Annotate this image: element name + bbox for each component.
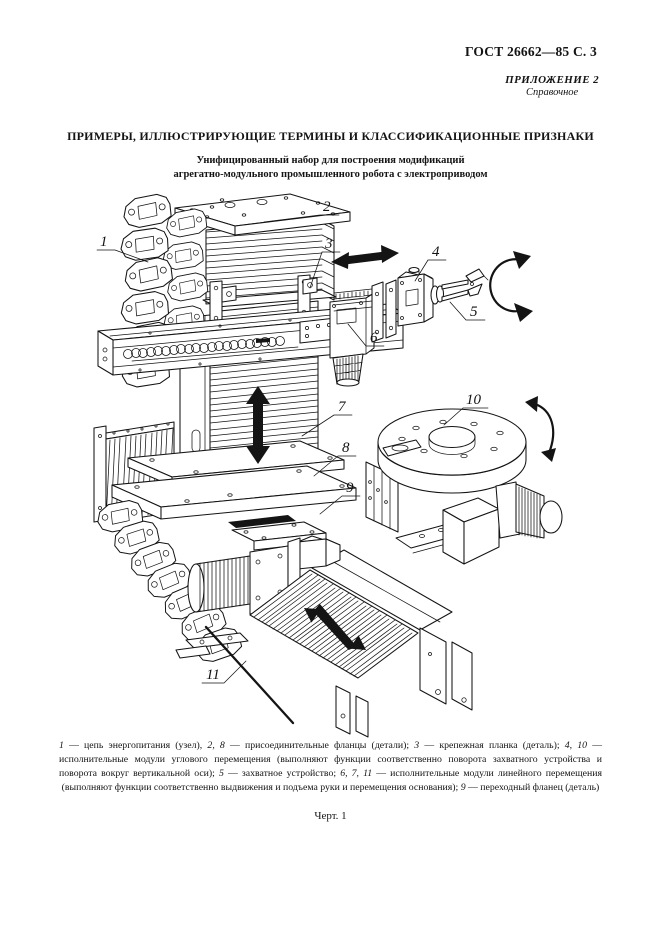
robot-technical-drawing (0, 190, 661, 740)
figure-title-line1: Унифицированный набор для построения модификаций (196, 155, 465, 166)
callout-9: 9 (346, 480, 354, 496)
page-title: ПРИМЕРЫ, ИЛЛЮСТРИРУЮЩИЕ ТЕРМИНЫ И КЛАССИФИКАЦИОННЫЕ ПРИЗНАКИ (67, 129, 594, 143)
figure-caption: 1 — цепь энергопитания (узел), 2, 8 — присоединительные фланцы (детали); 3 — крепежная планка (деталь); 4, 10 — исполнительные модули углового перемещения (выполняют функции соответственно поворота захватного устройства и поворота вокруг вертикальной оси); 5 — захватное устройство; 6, 7, 11 — исполнительные модули линейного перемещения (выполняют функции соответственно выдвижения и подъема руки и перемещения основания); 9 — переходный фланец (деталь) (59, 740, 603, 793)
callout-10: 10 (466, 392, 481, 408)
doc-number: ГОСТ 26662—85 С. 3 (464, 44, 597, 59)
callout-5: 5 (470, 304, 478, 320)
callout-6: 6 (370, 330, 378, 346)
appendix-block (505, 75, 599, 98)
callout-3: 3 (325, 236, 333, 252)
rotary-wrist-module-4 (398, 268, 433, 327)
appendix-subtitle: Справочное (525, 86, 579, 98)
callout-8: 8 (342, 440, 350, 456)
figure-number: Черт. 1 (314, 810, 347, 822)
callout-4: 4 (432, 244, 440, 260)
callout-7: 7 (338, 399, 346, 415)
figure-title (60, 154, 601, 181)
figure-title-line2: агрегатно-модульного промышленного робота с электроприводом (173, 168, 488, 180)
callout-2: 2 (323, 199, 331, 215)
callout-1: 1 (100, 234, 108, 250)
callout-11: 11 (206, 667, 220, 683)
appendix-title: ПРИЛОЖЕНИЕ 2 (505, 74, 599, 86)
